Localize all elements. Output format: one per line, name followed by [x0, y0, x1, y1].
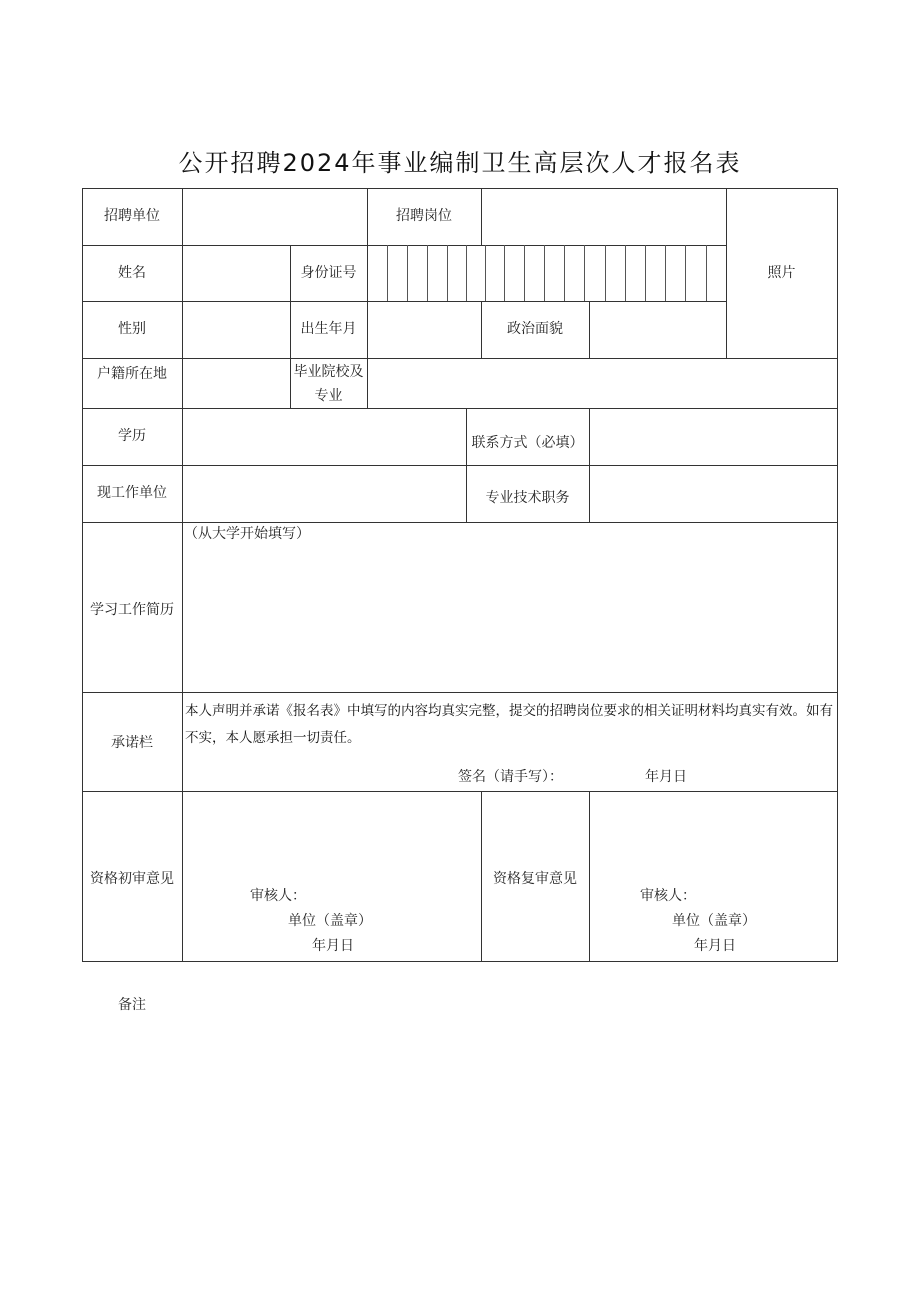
remark-label: 备注: [118, 997, 146, 1013]
resume-label: 学习工作简历: [90, 601, 174, 618]
pledge-label: 承诺栏: [111, 734, 153, 751]
resume-hint: （从大学开始填写）: [184, 526, 310, 542]
name-field[interactable]: [183, 246, 290, 301]
second-unit-seal: 单位（盖章）: [672, 913, 756, 929]
first-reviewer-label: 审核人：: [250, 888, 306, 904]
current-unit-field[interactable]: [183, 466, 466, 522]
current-unit-label: 现工作单位: [97, 485, 167, 502]
recruit-unit-field[interactable]: [183, 189, 367, 245]
first-review-date: 年月日: [312, 938, 354, 954]
resume-field[interactable]: [183, 545, 837, 692]
second-review-label: 资格复审意见: [493, 870, 577, 887]
gender-label: 性别: [118, 321, 146, 338]
school-label: [290, 360, 367, 408]
photo-box[interactable]: 照片: [767, 264, 796, 281]
id-number-label: 身份证号: [300, 264, 357, 281]
pledge-text: 本人声明并承诺《报名表》中填写的内容均真实完整，提交的招聘岗位要求的相关证明材料均真实有效。如有不实，本人愿承担一切责任。: [185, 703, 833, 746]
pledge-date: 年月日: [645, 769, 687, 785]
name-label: 姓名: [118, 264, 146, 281]
page-title: 公开招聘2024年事业编制卫生高层次人才报名表: [178, 149, 742, 177]
recruit-post-field[interactable]: [482, 189, 726, 245]
gender-field[interactable]: [183, 302, 290, 358]
signature-label: 签名（请手写）：: [458, 769, 563, 785]
contact-label: 联系方式（必填）: [471, 434, 584, 451]
political-label: 政治面貌: [507, 321, 563, 338]
first-review-label: 资格初审意见: [90, 870, 174, 887]
hukou-field[interactable]: [183, 359, 290, 408]
second-review-date: 年月日: [694, 938, 736, 954]
first-unit-seal: 单位（盖章）: [288, 913, 372, 929]
title-post-field[interactable]: [590, 466, 837, 522]
school-field[interactable]: [368, 359, 837, 408]
recruit-unit-label: 招聘单位: [104, 208, 160, 225]
school-label-line2: 专业: [314, 388, 343, 404]
birth-label: 出生年月: [300, 321, 357, 338]
second-reviewer-label: 审核人：: [640, 888, 696, 904]
political-field[interactable]: [590, 302, 726, 358]
education-label: 学历: [118, 428, 146, 445]
title-post-label: 专业技术职务: [485, 490, 570, 507]
recruit-post-label: 招聘岗位: [396, 208, 452, 225]
school-label-line1: 毕业院校及: [293, 363, 364, 380]
id-number-field[interactable]: [368, 246, 726, 301]
birth-field[interactable]: [368, 302, 481, 358]
contact-field[interactable]: [590, 409, 837, 465]
hukou-label: 户籍所在地: [97, 365, 167, 382]
education-field[interactable]: [183, 409, 466, 465]
